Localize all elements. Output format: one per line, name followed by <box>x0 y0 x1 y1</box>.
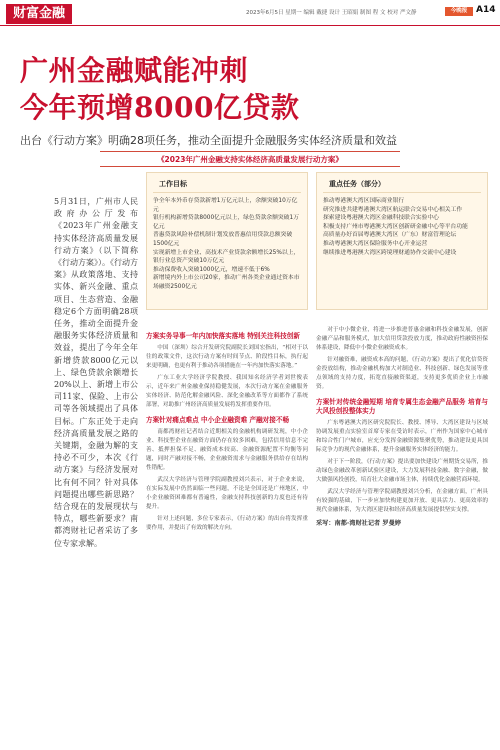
paragraph: 针对上述问题，多位专家表示，《行动方案》的出台将发挥重要作用，并提出了有效的解决方向。 <box>146 516 308 531</box>
task-item: 高质量办好首届粤港澳大湾区（广东）财富管理论坛 <box>323 232 457 239</box>
task-item: 继续推进粤港澳大湾区跨境理财通协作交流中心建设 <box>323 249 457 256</box>
task-item: 推动粤港澳大湾区保险服务中心开业运营 <box>323 240 428 247</box>
headline-line-2: 今年预增8000亿贷款 <box>20 91 300 124</box>
goals-box-title: 工作目标 <box>153 173 301 193</box>
subheadline: 出台《行动方案》明确28项任务，推动全面提升金融服务实体经济质量和效益 <box>20 134 397 147</box>
task-item: 探索建设粤港澳大湾区金融科技联合实验中心 <box>323 215 439 222</box>
article-column-right <box>316 326 488 528</box>
newspaper-badge: 今晚报 <box>445 7 473 16</box>
page-header <box>0 0 500 26</box>
goal-item: 普惠贷款风险补偿机制计划发放普惠信用贷款总额突破1500亿元 <box>153 232 293 247</box>
page-number: A14 <box>476 5 496 15</box>
paragraph: 广东粤港澳大湾区研究院院长、教授、博导、大湾区建设与区域协调发展重点实验室首席专家在受访时表示，广州作为国家中心城市和综合性门户城市，应充分发挥金融资源集聚优势，推动建设更具国际竞争力的现代金融体系，提升金融服务实体经济的能力。 <box>316 420 488 453</box>
goal-item: 推动保费收入突破1000亿元，增速不低于6% <box>153 266 270 273</box>
paragraph: 南都湾财社记者结合近期相关的金融机构调研发现，中小企业、科技型企业在融资方面仍存在较多困难，包括信用信息不完善、抵押担保不足、融资成本较高、金融资源配置不均衡等问题，同时产融对接不畅，企业融资需求与金融服务供给存在结构性错配。 <box>146 429 308 471</box>
byline: 采写：南都·湾财社记者 罗曼婷 <box>316 520 401 527</box>
goals-box <box>146 172 308 310</box>
goal-item: 争全年本外币存贷款新增1万亿元以上，余额突破10万亿元 <box>153 198 298 213</box>
paragraph: 中国（深圳）综合开发研究院副院长刘国宏指出，“相对于以往的政策文件，这次行动方案有时间节点、阶段性目标，执行起来更明确，也更有利于推动各项措施在一年内加快落实落地。” <box>146 345 308 369</box>
goal-item: 实现新增上市企业、高技术产业贷款余额增长25%以上，银行业总资产突破10万亿元 <box>153 249 300 265</box>
section-title: 方案实务导事一年内加快落实落地 特别关注科技创新 <box>146 332 300 340</box>
tasks-box-title: 重点任务（部分） <box>323 173 481 193</box>
section-title: 方案针对传统金融短期 培育专属生态金融产品服务 培育与大风投创投整体实力 <box>316 398 488 415</box>
paragraph: 武汉大学经济与管理学院副教授刘兴分析，在金融方面，广州具有较强的基础，下一步应加快构建更加开放、更具活力、更高效率的现代金融体系，为大湾区建设和经济高质量发展提供坚实支撑。 <box>316 489 488 513</box>
paragraph: 广东工业大学经济学院教授、我国知名经济学者刘世俊表示，近年来广州金融业保持稳健发展，本次行动方案在金融服务实体经济、防范化解金融风险、深化金融改革等方面都作了系统部署，对助推广州经济高质量发展将发挥重要作用。 <box>146 375 308 408</box>
paragraph: 针对融资难，融资成本高的问题，《行动方案》提出了优化信贷资金投放结构，推动金融机构加大对制造业、科技创新、绿色发展等重点领域的支持力度，拓宽直接融资渠道，支持更多优质企业上市融资。 <box>316 357 488 390</box>
banner-rule-top <box>100 151 400 152</box>
header-meta: 2023年6月5日 星期一 编辑 戴捷 设计 王昭娟 制图 程 文 校对 严文静 <box>246 10 417 16</box>
tasks-box <box>316 172 488 310</box>
task-item: 推动粤港澳大湾区国际商业银行 <box>323 198 405 204</box>
goal-item: 新增境内外上市公司20家，推动广州各类企业通过资本市场融资2500亿元 <box>153 275 300 290</box>
intro-column: 5月31日，广州市人民政府办公厅发布《2023年广州金融支持实体经济高质量发展行动方案》（以下简称《行动方案》）。《行动方案》从政策落地、支持实体、新兴金融、重点项目、生态营造、金融稳定6个方面明确28项任务，推动全面提升金融服务实体经济质量和效益，提出了今年全年新增贷款8000亿元以上、绿色贷款余额增长20%以上、新增上市公司11家、保险、上市公司等各领域提出了具体目标。广东正处于走向经济高质量发展之路的关键期，金融为解的支持必不可少，本次《行动方案》与经济发展对比有何不同？针对具体问题提出哪些新思路？结合现在的发展现状与特点，哪些新要求？南都湾财社记者采访了多位专家求解。 <box>54 197 138 548</box>
section-badge: 财富金融 <box>6 4 72 24</box>
task-item: 研究推进共建粤港澳大湾区航运联合交易中心相关工作 <box>323 206 463 213</box>
article-column-left <box>146 326 308 536</box>
paragraph: 对于下一阶段，《行动方案》提出要加快建设广州期货交易所，推动绿色金融改革创新试验区建设，大力发展科技金融、数字金融，做大做强风投创投，培育壮大金融市场主体，持续优化金融营商环境。 <box>316 459 488 483</box>
paragraph: 对于中小微企业，将进一步推进普惠金融和科技金融发展，创新金融产品和服务模式，加大信用贷款投放力度，推动政府性融资担保体系建设，降低中小微企业融资成本。 <box>316 327 488 351</box>
section-title: 方案针对痛点难点 中小企业融资难 产融对接不畅 <box>146 416 290 424</box>
paragraph: 武汉大学经济与管理学院副教授刘兴表示，对于企业来说，在实际发展中仍然面临一些问题，不论是全国还是广州地区，中小企业融资困难都有普遍性，金融支持科技创新的力度也还有待提升。 <box>146 477 308 510</box>
task-item: 积极支持广州市粤港澳大湾区创新研金融中心等平台功能 <box>323 223 468 230</box>
tasks-list <box>317 197 487 257</box>
goal-item: 银行机构新增贷款8000亿元以上，绿色贷款余额突破1万亿元 <box>153 215 299 230</box>
banner-rule-bottom <box>100 166 400 167</box>
goals-list <box>147 197 307 292</box>
headline-line-1: 广州金融赋能冲刺 <box>20 54 249 87</box>
banner-title: 《2023年广州金融支持实体经济高质量发展行动方案》 <box>157 155 343 164</box>
